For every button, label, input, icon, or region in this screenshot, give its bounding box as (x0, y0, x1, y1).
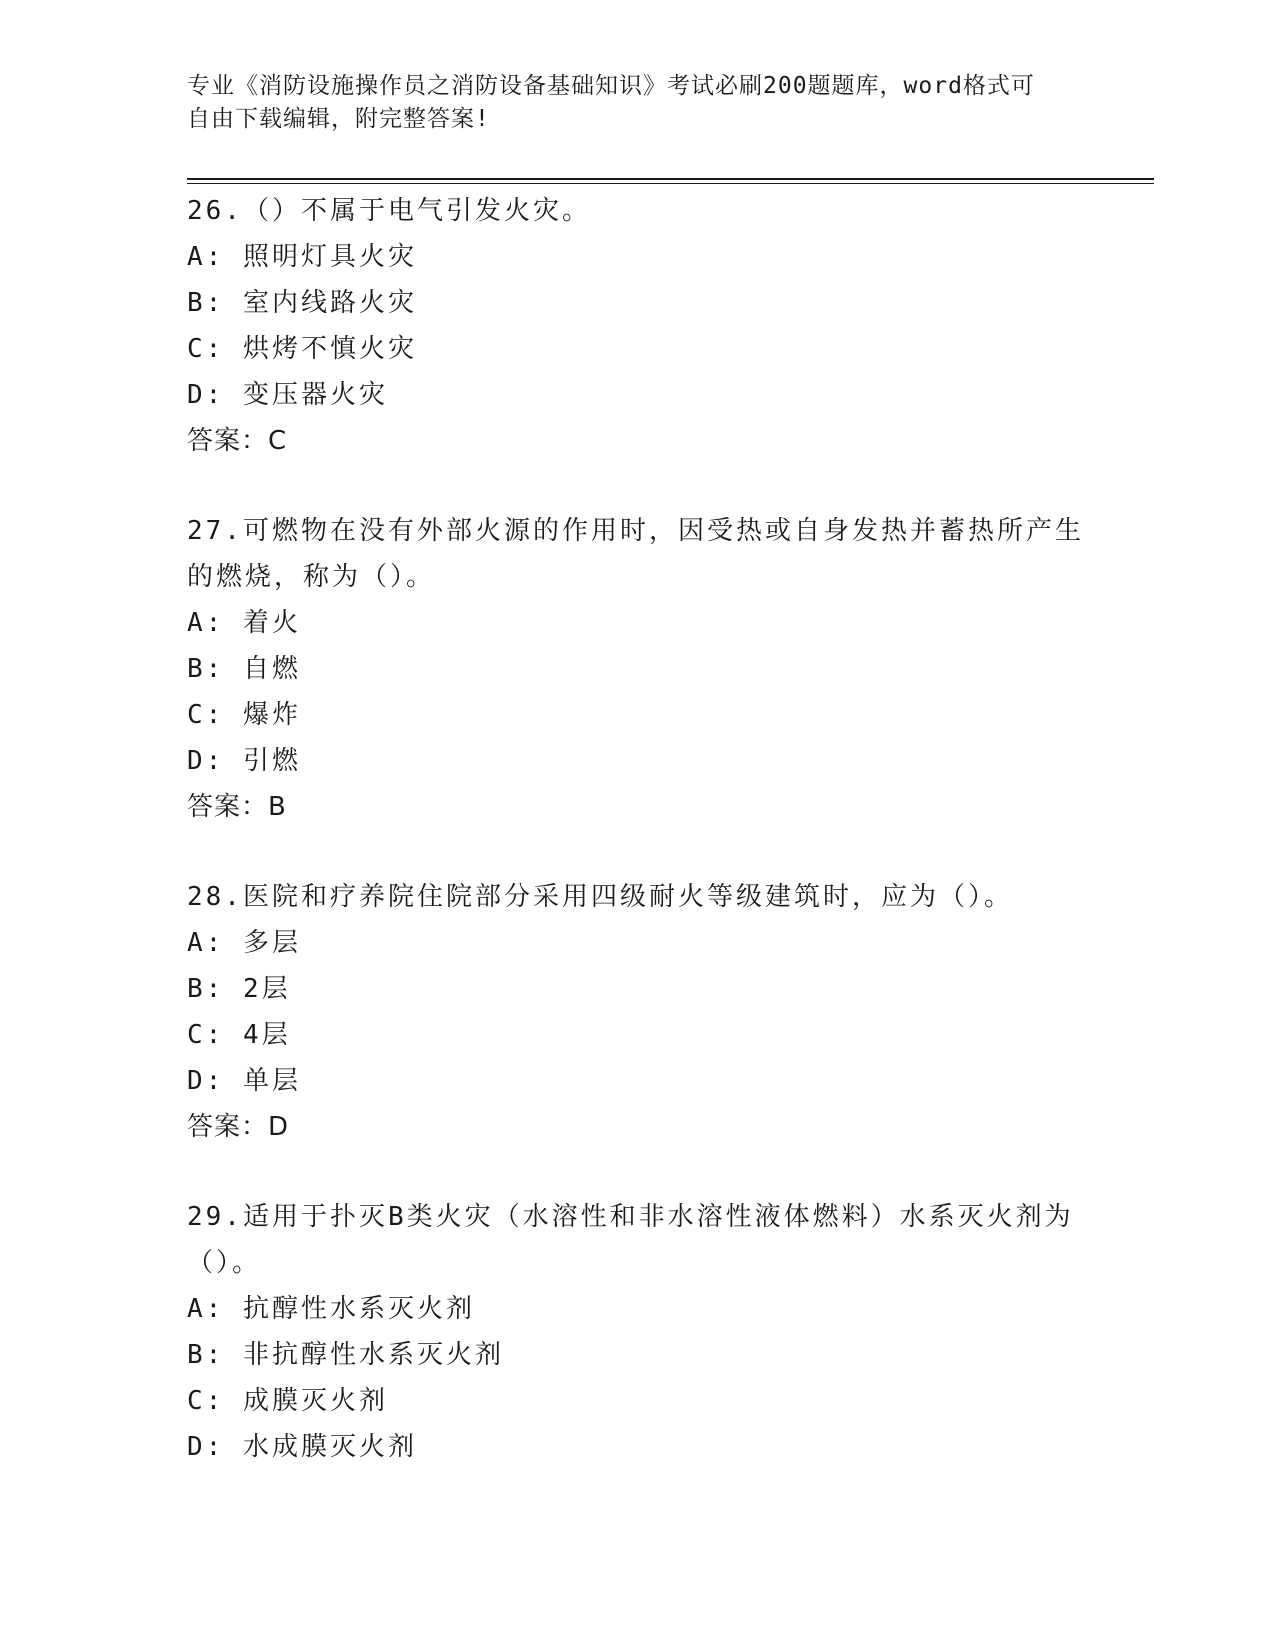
option-b: B: 室内线路火灾 (187, 288, 417, 318)
option-d: D: 变压器火灾 (187, 380, 388, 410)
option-a: A: 多层 (187, 928, 301, 958)
option-d: D: 引燃 (187, 746, 301, 776)
option-a: A: 照明灯具火灾 (187, 242, 417, 272)
question-28 (187, 874, 1087, 1150)
header-line-1: 专业《消防设施操作员之消防设备基础知识》考试必刷200题题库，word格式可 (187, 73, 1035, 99)
question-list (187, 188, 1087, 1514)
page-header (187, 70, 1067, 136)
question-text: 28.医院和疗养院住院部分采用四级耐火等级建筑时，应为（）。 (187, 882, 1013, 912)
option-a: A: 着火 (187, 608, 301, 638)
option-b: B: 2层 (187, 974, 291, 1004)
option-b: B: 非抗醇性水系灭火剂 (187, 1340, 504, 1370)
header-divider-thin (187, 183, 1154, 184)
answer: 答案：B (187, 792, 287, 822)
header-line-2: 自由下载编辑，附完整答案! (187, 106, 490, 132)
option-d: D: 单层 (187, 1066, 301, 1096)
answer: 答案：D (187, 1112, 290, 1142)
option-c: C: 成膜灭火剂 (187, 1386, 388, 1416)
question-29 (187, 1194, 1087, 1470)
question-text: 26.（）不属于电气引发火灾。 (187, 196, 591, 226)
question-26 (187, 188, 1087, 464)
question-text: 29.适用于扑灭B类火灾（水溶性和非水溶性液体燃料）水系灭火剂为（）。 (187, 1202, 1074, 1278)
option-a: A: 抗醇性水系灭火剂 (187, 1294, 475, 1324)
header-divider (187, 178, 1154, 180)
question-27 (187, 508, 1087, 830)
option-c: C: 爆炸 (187, 700, 301, 730)
option-d: D: 水成膜灭火剂 (187, 1432, 417, 1462)
answer: 答案：C (187, 426, 288, 456)
option-b: B: 自燃 (187, 654, 301, 684)
question-text: 27.可燃物在没有外部火源的作用时，因受热或自身发热并蓄热所产生的燃烧，称为（）。 (187, 516, 1084, 592)
option-c: C: 烘烤不慎火灾 (187, 334, 417, 364)
option-c: C: 4层 (187, 1020, 291, 1050)
